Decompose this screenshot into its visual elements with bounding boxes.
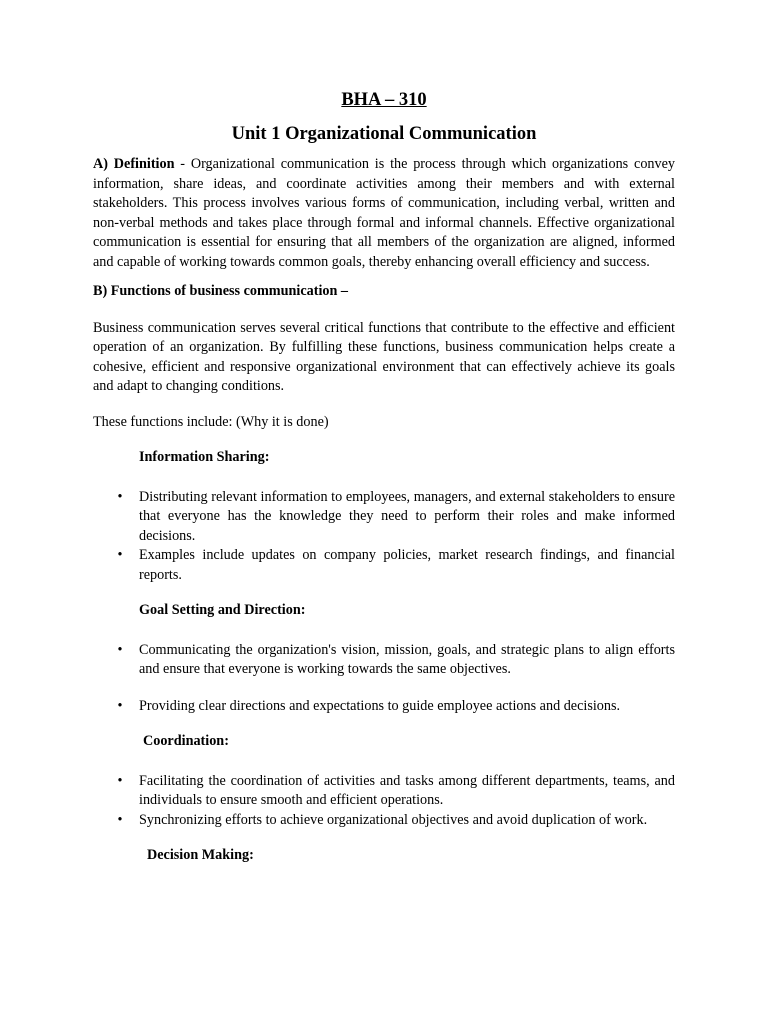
bullet-icon: • [117, 641, 123, 658]
bullet-list-information-sharing [93, 488, 675, 586]
definition-label: A) Definition [93, 156, 175, 172]
list-item [93, 641, 675, 680]
function-heading-goal-setting: Goal Setting and Direction: [139, 602, 306, 618]
list-item [93, 811, 675, 831]
bullet-list-coordination [93, 772, 675, 831]
bullet-icon: • [117, 547, 123, 563]
functions-heading: B) Functions of business communication – [93, 283, 349, 299]
functions-intro: These functions include: (Why it is done) [93, 413, 329, 430]
bullet-icon: • [117, 811, 123, 828]
function-heading-information-sharing: Information Sharing: [139, 449, 270, 465]
bullet-list-goal-setting [93, 641, 675, 717]
list-item-text: Examples include updates on company policies, market research findings, and financial reports. [139, 547, 675, 583]
list-item-text: Providing clear directions and expectations to guide employee actions and decisions. [139, 697, 621, 714]
functions-paragraph: Business communication serves several critical functions that contribute to the effective and efficient operation of an organization. By fulfilling these functions, business communication helps create a cohesive, efficient and responsive organizational environment that can effectively achieve its goals and adapt to changing conditions. [93, 319, 675, 394]
bullet-icon: • [117, 697, 123, 714]
list-item [93, 488, 675, 547]
bullet-icon: • [117, 772, 123, 789]
list-item [93, 546, 675, 585]
list-item-text: Synchronizing efforts to achieve organizational objectives and avoid duplication of work. [139, 811, 648, 828]
function-heading-decision-making: Decision Making: [147, 847, 254, 863]
definition-paragraph [93, 155, 675, 272]
list-item-text: Communicating the organization's vision, mission, goals, and strategic plans to align efforts and ensure that everyone is working towards the same objectives. [139, 641, 675, 677]
list-item [93, 697, 675, 717]
bullet-icon: • [117, 488, 123, 505]
function-heading-coordination: Coordination: [143, 733, 229, 749]
list-item-text: Facilitating the coordination of activities and tasks among different departments, teams, and individuals to ensure smooth and efficient operations. [139, 772, 675, 808]
list-item-text: Distributing relevant information to employees, managers, and external stakeholders to ensure that everyone has the knowledge they need to perform their roles and make informed decisions. [139, 488, 675, 544]
unit-title: Unit 1 Organizational Communication [231, 124, 537, 144]
definition-text: - Organizational communication is the process through which organizations convey information, share ideas, and coordinate activities among their members and with external stakeholders. This process involves various forms of communication, including verbal, written and non-verbal methods and takes place through formal and informal channels. Effective organizational communication is essential for ensuring that all members of the organization are aligned, informed and capable of working towards common goals, thereby enhancing overall efficiency and success. [93, 156, 675, 270]
document-title: BHA – 310 [341, 90, 427, 110]
document-page [93, 88, 675, 886]
list-item [93, 772, 675, 811]
